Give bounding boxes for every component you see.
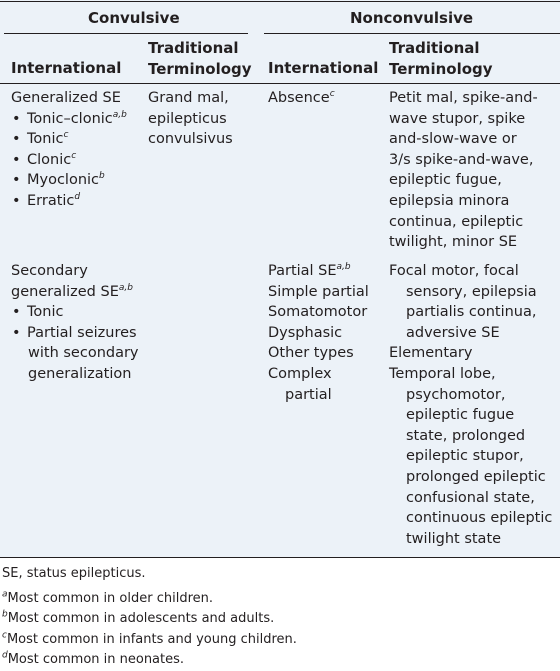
footnote-text: Most common in adolescents and adults. [7,611,275,626]
row2-international-convulsive [11,261,139,385]
cell-line-continuation: adversive SE [406,324,500,341]
secondary-title: Secondary [11,263,88,279]
footnote-mark: c [71,150,77,161]
header-line: Traditional [148,39,239,57]
abbreviation-note: SE, status epilepticus. [2,566,146,581]
list-item [11,129,127,150]
item-text: Erratic [27,192,75,209]
top-rule [0,1,560,2]
partial-se-line [268,261,369,282]
cell-line-continuation: twilight state [406,530,502,547]
table-footnotes [2,564,297,671]
cell-line: Dysphasic [268,324,343,341]
cell-line: convulsivus [148,131,233,148]
list-item [11,191,127,212]
footnote-text: Most common in older children. [7,590,214,606]
cell-line: Elementary [389,345,473,362]
row2-traditional-nonconvulsive [389,261,552,549]
convulsive-group-rule [4,33,248,34]
absence-text: Absence [268,90,330,106]
footnote-text: Most common in infants and young children. [6,631,297,647]
row1-traditional-nonconvulsive [389,88,538,253]
cell-line-continuation: sensory, epilepsia [406,283,537,300]
cell-line-continuation: confusional state, [406,489,535,506]
footnote-text: Most common in neonates. [7,652,185,667]
cell-line-continuation: prolonged epileptic [406,468,546,485]
footnote-mark: a,b [112,109,127,120]
cell-line: Focal motor, focal [389,263,519,279]
header-international-nonconvulsive: International [268,59,379,77]
header-nonconvulsive: Nonconvulsive [350,9,474,27]
list-item-continuation: with secondary [28,345,139,362]
cell-line: Temporal lobe, [389,365,496,382]
cell-line-continuation: partial [285,386,332,403]
list-item [11,170,127,191]
item-text: Tonic [27,131,64,148]
footnote-mark: a,b [336,262,351,273]
cell-line: Grand mal, [148,90,229,106]
list-item-continuation: generalization [28,365,132,382]
footnote [2,650,297,671]
footnote [2,589,297,610]
cell-line-continuation: state, prolonged [406,427,526,444]
title-text: generalized SE [11,283,119,300]
cell-line-continuation: psychomotor, [406,386,506,403]
header-international-convulsive: International [11,59,122,77]
list-item [11,109,127,130]
table-bottom-rule [0,557,560,558]
item-text: Tonic–clonic [27,110,113,127]
nonconvulsive-group-rule [264,33,560,34]
header-line: Terminology [389,59,493,78]
cell-line: Petit mal, spike-and- [389,90,538,106]
cell-line: and-slow-wave or [389,131,517,148]
item-text: Clonic [27,151,72,168]
cell-line: Simple partial [268,283,369,300]
footnote [2,609,297,630]
list-item: • Tonic [11,302,139,323]
footnote-mark: d [74,192,81,203]
header-convulsive: Convulsive [88,9,180,27]
secondary-title-line2 [11,282,139,303]
row2-international-nonconvulsive [268,261,369,405]
footnote-mark: c [63,130,69,141]
list-item [11,150,127,171]
cell-line: Somatomotor [268,304,368,321]
header-line: Terminology [148,59,252,78]
item-text: Myoclonic [27,172,100,189]
cell-line: Other types [268,345,354,362]
header-bottom-rule [0,83,560,84]
footnote-mark: b [2,609,8,620]
cell-line-continuation: epileptic stupor, [406,448,524,465]
cell-line: epileptic fugue, [389,172,502,189]
cell-line: twilight, minor SE [389,234,518,251]
footnote-mark: d [2,650,8,661]
row1-international-convulsive [11,88,127,212]
cell-line: 3/s spike-and-wave, [389,151,534,168]
row1-traditional-convulsive [148,88,233,150]
cell-line: epilepsia minora [389,192,510,209]
footnote-mark: c [329,89,335,100]
footnote [2,630,297,651]
header-traditional-convulsive [148,38,252,79]
footnote-mark: a,b [118,282,133,293]
footnote-mark: a [2,589,8,600]
generalized-se-title: Generalized SE [11,90,121,106]
footnote-mark: c [2,630,7,641]
partial-se-text: Partial SE [268,263,337,279]
cell-line: wave stupor, spike [389,110,526,127]
footnote-mark: b [99,171,105,182]
cell-line: continua, epileptic [389,213,524,230]
cell-line-continuation: partialis continua, [406,304,537,321]
row1-international-nonconvulsive [268,88,335,109]
cell-line: Complex [268,365,332,382]
cell-line-continuation: continuous epileptic [406,510,553,527]
header-line: Traditional [389,39,480,57]
cell-line-continuation: epileptic fugue [406,407,515,424]
cell-line: epilepticus [148,110,227,127]
header-traditional-nonconvulsive [389,38,493,79]
list-item: • Partial seizures [11,323,139,344]
